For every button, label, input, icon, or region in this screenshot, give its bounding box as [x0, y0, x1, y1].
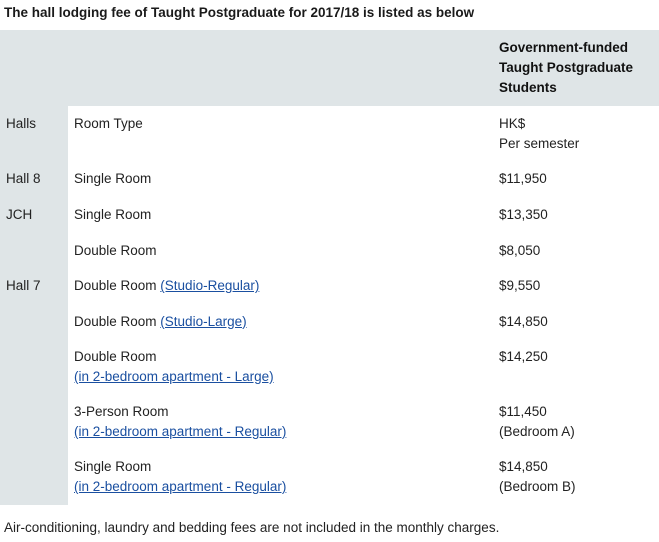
- table-row: [0, 304, 659, 340]
- row-room: [68, 233, 493, 269]
- subheader-fee-unit: [493, 106, 659, 161]
- row-fee-amount: $9,550: [499, 278, 541, 294]
- row-hall: Hall 7: [0, 268, 68, 304]
- row-fee: [493, 304, 659, 340]
- subheader-row: [0, 106, 659, 161]
- room-location-link[interactable]: (in 2-bedroom apartment - Regular): [74, 423, 287, 439]
- row-room: [68, 304, 493, 340]
- row-room: [68, 394, 493, 449]
- row-room: [68, 197, 493, 233]
- row-room: [68, 161, 493, 197]
- subheader-room-type: Room Type: [74, 116, 143, 132]
- table-row: [0, 339, 659, 394]
- room-type-link[interactable]: (Studio-Regular): [160, 278, 260, 294]
- table-row: [0, 268, 659, 304]
- room-type-link[interactable]: (Studio-Large): [160, 313, 247, 329]
- footnote: Air-conditioning, laundry and bedding fees are not included in the monthly charges.: [4, 519, 500, 535]
- row-fee-amount: $14,250: [499, 349, 548, 365]
- lodging-fee-table: [0, 30, 659, 505]
- row-fee: [493, 449, 659, 504]
- row-fee-amount: $14,850: [499, 459, 548, 475]
- table-row: [0, 449, 659, 504]
- row-hall: [0, 394, 68, 449]
- room-location-link[interactable]: (in 2-bedroom apartment - Large): [74, 368, 274, 384]
- row-room-text: Double Room: [74, 349, 157, 365]
- subheader-halls: Halls: [0, 106, 68, 161]
- table-header: [0, 30, 659, 107]
- row-room-text: Double Room: [74, 313, 161, 329]
- row-fee: [493, 339, 659, 394]
- fee-currency: HK$: [499, 116, 526, 132]
- page-title: The hall lodging fee of Taught Postgraduate for 2017/18 is listed as below: [4, 5, 475, 20]
- table-row: [0, 197, 659, 233]
- row-fee: [493, 161, 659, 197]
- row-room-text: 3-Person Room: [74, 404, 169, 420]
- row-fee-amount: $14,850: [499, 313, 548, 329]
- row-hall: [0, 339, 68, 394]
- fee-period: Per semester: [499, 135, 580, 151]
- row-room-text: Double Room: [74, 242, 157, 258]
- row-room: [68, 449, 493, 504]
- room-location-link[interactable]: (in 2-bedroom apartment - Regular): [74, 479, 287, 495]
- row-hall: Hall 8: [0, 161, 68, 197]
- row-hall: [0, 449, 68, 504]
- row-room-text: Double Room: [74, 278, 161, 294]
- row-fee-note: (Bedroom B): [499, 479, 576, 495]
- row-fee-amount: $13,350: [499, 206, 548, 222]
- row-fee: [493, 197, 659, 233]
- table-body: [0, 106, 659, 504]
- row-room: [68, 268, 493, 304]
- row-fee-note: (Bedroom A): [499, 423, 575, 439]
- table-row: [0, 161, 659, 197]
- header-hall-blank: [0, 30, 68, 107]
- row-fee-amount: $11,950: [499, 171, 547, 187]
- header-row: [0, 30, 659, 107]
- row-fee: [493, 233, 659, 269]
- row-fee: [493, 394, 659, 449]
- header-room-blank: [68, 30, 493, 107]
- row-room: [68, 339, 493, 394]
- table-row: [0, 233, 659, 269]
- row-room-text: Single Room: [74, 171, 152, 187]
- row-fee-amount: $11,450: [499, 404, 547, 420]
- header-fee-category: Government-funded Taught Postgraduate Students: [499, 39, 634, 96]
- row-hall: [0, 304, 68, 340]
- row-room-text: Single Room: [74, 459, 152, 475]
- row-fee-amount: $8,050: [499, 242, 541, 258]
- row-fee: [493, 268, 659, 304]
- row-room-text: Single Room: [74, 206, 152, 222]
- row-hall: JCH: [0, 197, 68, 233]
- row-hall: [0, 233, 68, 269]
- table-row: [0, 394, 659, 449]
